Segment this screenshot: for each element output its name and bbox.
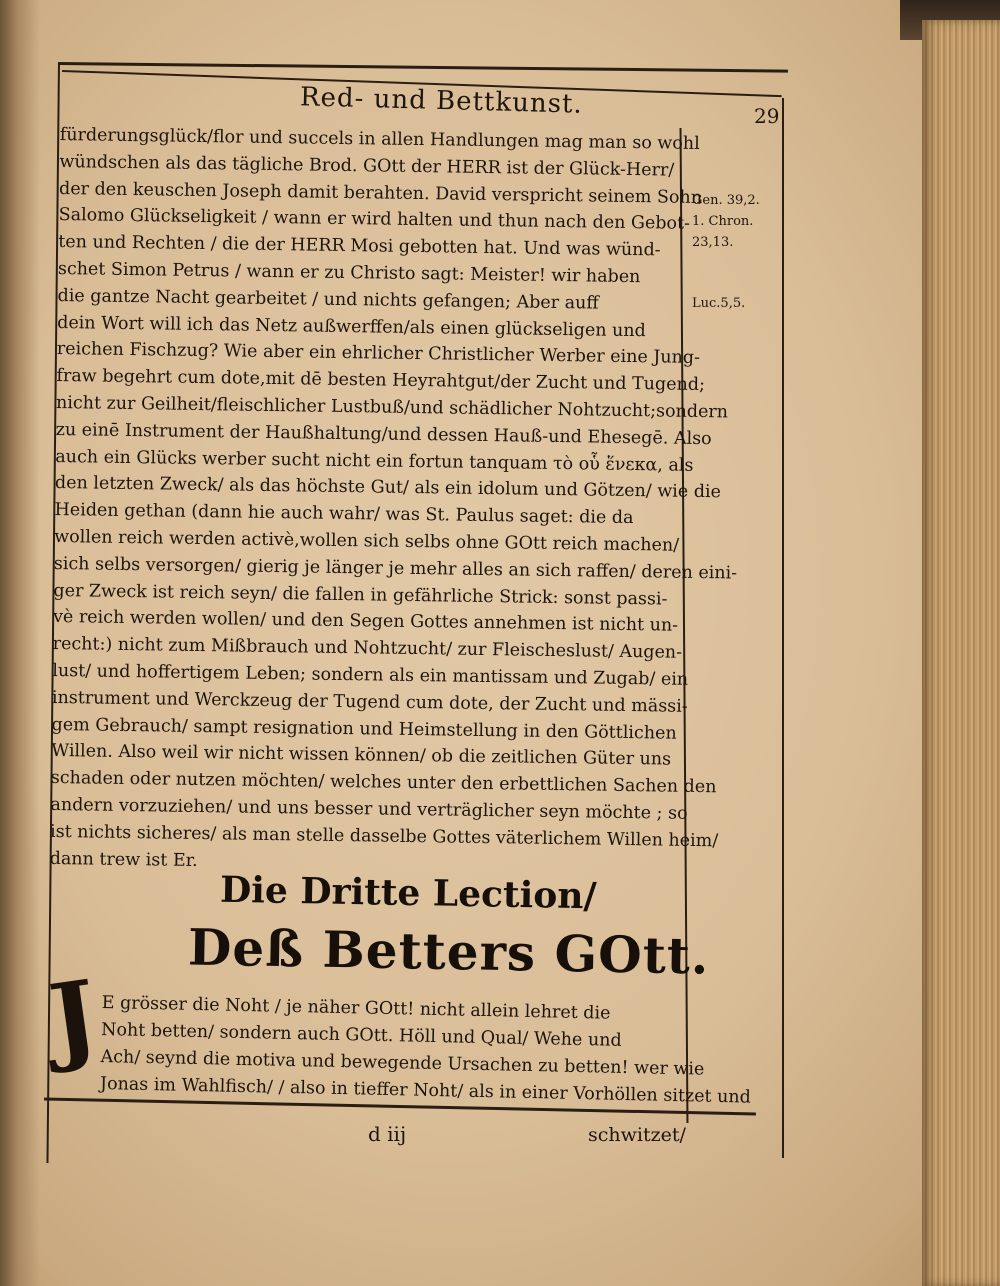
drop-cap: J (43, 958, 104, 1077)
text-line: nicht zur Geilheit/fleischlicher Lustbuß/und schädlicher Nohtzucht;sondern (55, 392, 729, 423)
text-line: Salomo Glückseligkeit / wann er wird halten und thun nach den Gebot- (58, 205, 691, 235)
text-line: ten und Rechten / die der HERR Mosi gebotten hat. Und was wünd- (58, 232, 661, 261)
text-line: dann trew ist Er. (49, 848, 198, 871)
text-line: Willen. Also weil wir nicht wissen können/ ob die zeitlichen Güter uns (51, 741, 672, 770)
text-line: der den keuschen Joseph damit berahten. David verspricht seinem Sohn (58, 178, 703, 208)
text-line: Ach/ seynd die motiva und bewegende Ursachen zu betten! wer wie (100, 1046, 705, 1080)
text-line: ger Zweck ist reich seyn/ die fallen in gefährliche Strick: sonst passi- (53, 580, 668, 610)
text-line: andern vorzuziehen/ und uns besser und verträglicher seyn möchte ; so (50, 794, 688, 824)
text-line: Heiden gethan (dann hie auch wahr/ was St. Paulus saget: die da (54, 500, 634, 529)
text-line: E grösser die Noht / je näher GOtt! nicht allein lehret die (101, 992, 611, 1024)
text-line: schet Simon Petrus / wann er zu Christo sagt: Meister! wir haben (57, 258, 641, 288)
text-line: fürderungsglück/flor und succels in allen Handlungen mag man so wohl (59, 124, 700, 154)
text-line: zu einē Instrument der Haußhaltung/und dessen Hauß-und Ehesegē. Also (55, 419, 712, 449)
text-line: auch ein Glücks werber sucht nicht ein fortun tanquam τὸ οὗ ἕνεκα, als (55, 446, 694, 476)
text-line: gem Gebrauch/ sampt resignation und Heimstellung in den Göttlichen (51, 714, 677, 744)
text-line: sich selbs versorgen/ gierig je länger je mehr alles an sich raffen/ deren eini- (53, 553, 738, 584)
margin-note-luke: Luc.5,5. (692, 296, 746, 311)
margin-note-chronicles-verse: 23,13. (692, 235, 734, 250)
text-line: recht:) nicht zum Mißbrauch und Nohtzucht/ zur Fleischeslust/ Augen- (52, 634, 683, 663)
text-line: ist nichts sicheres/ als man stelle dasselbe Gottes väterlichem Willen heim/ (49, 821, 719, 851)
margin-notes (692, 190, 776, 314)
text-line: schaden oder nutzen möchten/ welches unter den erbettlichen Sachen den (50, 768, 717, 798)
text-line: instrument und Werckzeug der Tugend cum dote, der Zucht und mässi- (51, 687, 688, 717)
page-number: 29 (754, 104, 780, 128)
gutter-shadow (0, 0, 40, 1286)
text-line: wollen reich werden activè,wollen sich selbs ohne GOtt reich machen/ (54, 526, 680, 556)
chapter-title: Deß Betters GOtt. (187, 917, 710, 986)
running-head: Red- und Bettkunst. (299, 82, 584, 120)
lection-text (99, 990, 752, 1110)
margin-note-genesis: Gen. 39,2. (692, 193, 760, 208)
lection-heading: Die Dritte Lection/ (219, 868, 598, 918)
text-line: die gantze Nacht gearbeitet / und nichts gefangen; Aber auff (57, 285, 599, 314)
text-line: wündschen als das tägliche Brod. GOtt der HERR ist der Glück-Herr/ (59, 151, 675, 181)
signature-mark: d iij (368, 1122, 407, 1146)
margin-note-chronicles: 1. Chron. (692, 214, 754, 229)
text-line: vè reich werden wollen/ und den Segen Gottes annehmen ist nicht un- (52, 607, 679, 637)
text-line: dein Wort will ich das Netz außwerffen/als einen glückseligen und (57, 312, 646, 341)
catchword: schwitzet/ (588, 1124, 686, 1146)
text-line: Jonas im Wahlfisch/ / also in tieffer Noht/ als in einer Vorhöllen sitzet und (99, 1073, 752, 1108)
text-line: den letzten Zweck/ als das höchste Gut/ als ein idolum und Götzen/ wie die (54, 473, 722, 503)
margin-spacer (692, 253, 776, 293)
margin-rule (782, 98, 784, 1158)
text-line: reichen Fischzug? Wie aber ein ehrlicher Christlicher Werber eine Jung- (56, 339, 701, 369)
text-line: fraw begehrt cum dote,mit dē besten Heyrahtgut/der Zucht und Tugend; (56, 366, 706, 396)
text-line: Noht betten/ sondern auch GOtt. Höll und Qual/ Wehe und (100, 1019, 622, 1051)
text-line: lust/ und hoffertigem Leben; sondern als ein mantissam und Zugab/ ein (52, 660, 689, 690)
page-fore-edge (922, 20, 1000, 1286)
